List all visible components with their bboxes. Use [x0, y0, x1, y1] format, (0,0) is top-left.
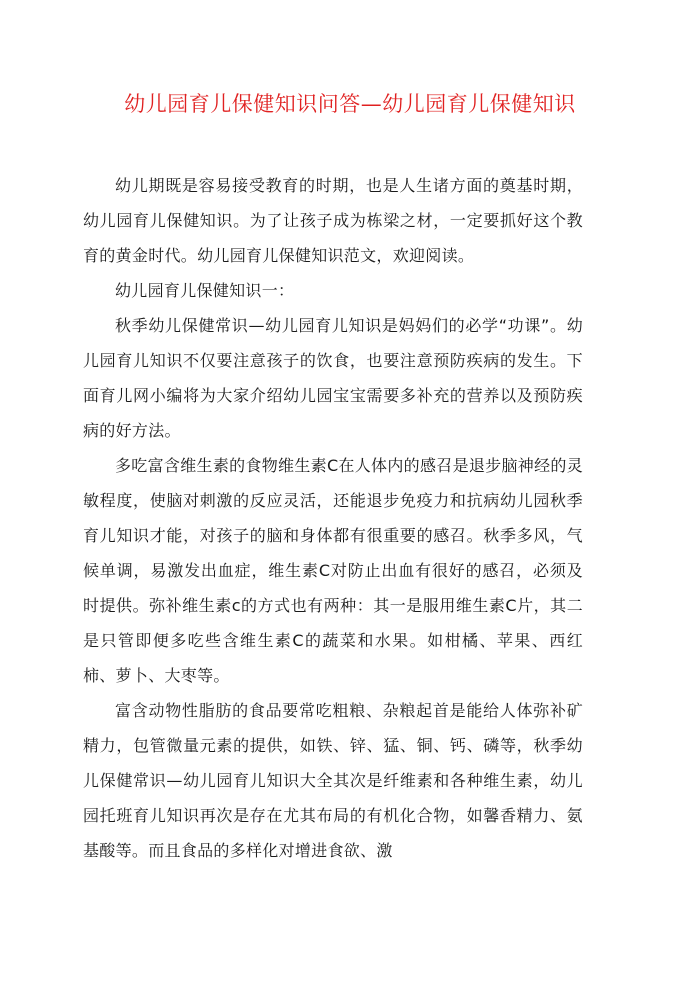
paragraph-grains: 富含动物性脂肪的食品要常吃粗粮、杂粮起首是能给人体弥补矿精力，包管微量元素的提供，如铁、锌、猛、铜、钙、磷等，秋季幼儿保健常识—幼儿园育儿知识大全其次是纤维素和各种维生素，幼儿园托班育儿知识再次是存在尤其布局的有机化合物，如馨香精力、氨基酸等。而且食品的多样化对增进食欲、激: [83, 701, 583, 860]
paragraph-intro: 幼儿期既是容易接受教育的时期，也是人生诸方面的奠基时期，幼儿园育儿保健知识。为了让孩子成为栋梁之材，一定要抓好这个教育的黄金时代。幼儿园育儿保健知识范文，欢迎阅读。: [83, 176, 583, 265]
paragraph-section-heading: 幼儿园育儿保健知识一：: [115, 281, 295, 300]
document-body: [83, 168, 583, 868]
document-title: 幼儿园育儿保健知识问答—幼儿园育儿保健知识: [124, 92, 576, 116]
paragraph-autumn-care: 秋季幼儿保健常识—幼儿园育儿知识是妈妈们的必学“功课”。幼儿园育儿知识不仅要注意孩子的饮食，也要注意预防疾病的发生。下面育儿网小编将为大家介绍幼儿园宝宝需要多补充的营养以及预防疾病的好方法。: [83, 316, 583, 440]
paragraph-vitamin-c: 多吃富含维生素的食物维生素C在人体内的感召是退步脑神经的灵敏程度，使脑对刺激的反应灵活，还能退步免疫力和抗病幼儿园秋季育儿知识才能，对孩子的脑和身体都有很重要的感召。秋季多风，气候单调，易激发出血症，维生素C对防止出血有很好的感召，必须及时提供。弥补维生素c的方式也有两种：其一是服用维生素C片，其二是只管即便多吃些含维生素C的蔬菜和水果。如柑橘、苹果、西红柿、萝卜、大枣等。: [83, 456, 583, 685]
